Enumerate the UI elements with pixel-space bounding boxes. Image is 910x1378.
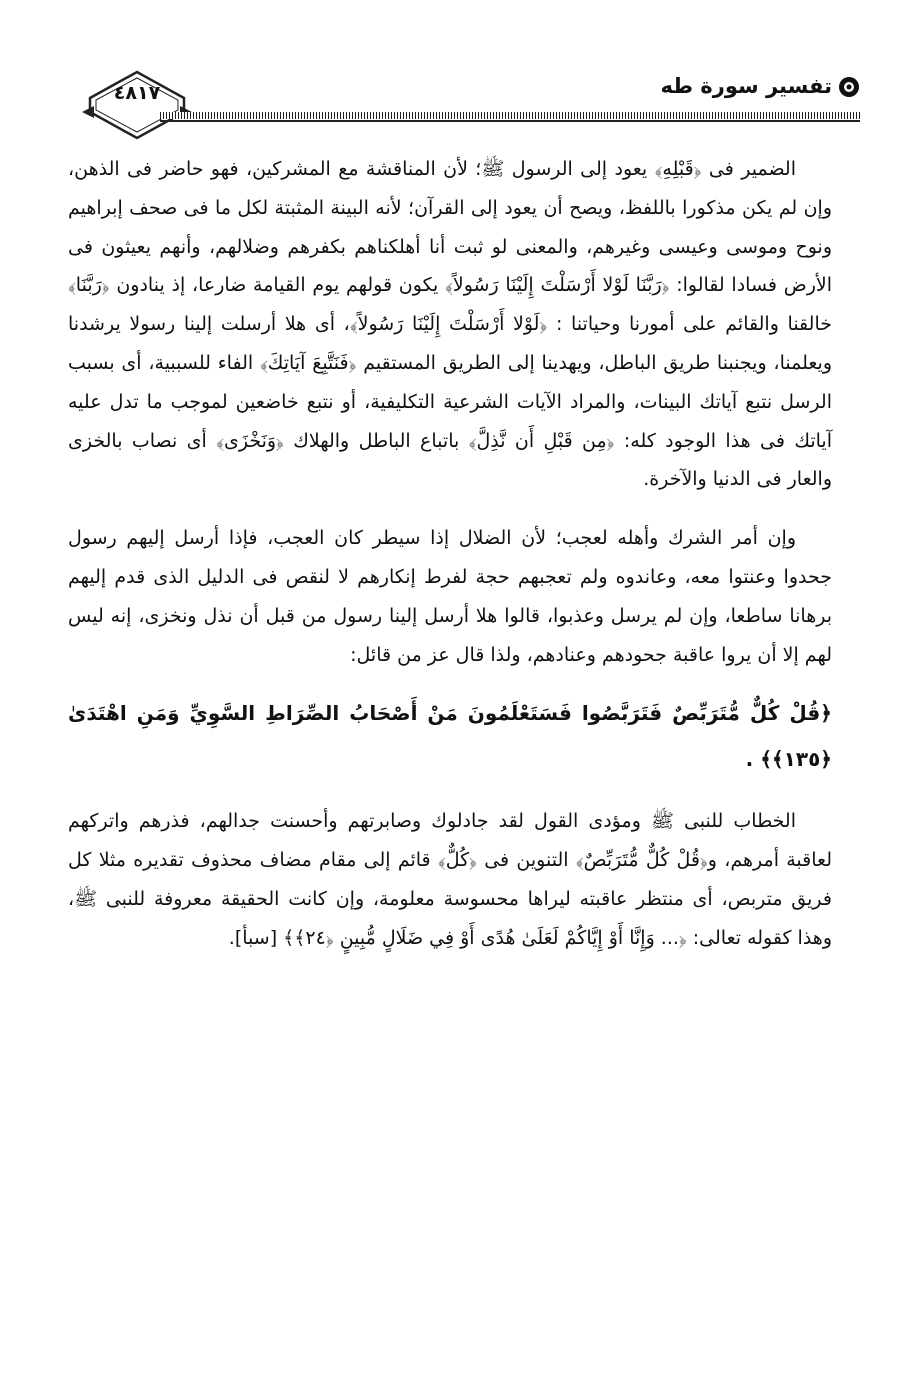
running-header-title: تفسير سورة طه xyxy=(660,74,832,98)
header-rule xyxy=(160,112,860,119)
page-header xyxy=(70,60,860,140)
paragraph-3: الخطاب للنبى ﷺ ومؤدى القول لقد جادلوك وصابرتهم وأحسنت جدالهم، فذرهم واتركهم لعاقبة أمرهم، و﴿قُلْ كُلٌّ مُّتَرَبِّصٌ﴾ التنوين فى ﴿كُلٌّ﴾ قائم إلى مقام مضاف محذوف تقديره مثلا كل فريق متربص، أى منتظر عاقبته ليراها محسوسة معلومة، وإن كانت الحقيقة معروفة للنبى ﷺ، وهذا كقوله تعالى: ﴿... وَإِنَّا أَوْ إِيَّاكُمْ لَعَلَىٰ هُدًى أَوْ فِي ضَلَالٍ مُّبِينٍ ﴿٢٤﴾﴾ [سبأ]. xyxy=(68,810,832,949)
header-ornament-icon xyxy=(838,76,860,98)
header-rule-line xyxy=(160,120,860,122)
quran-verse-135: ﴿قُلْ كُلٌّ مُّتَرَبِّصٌ فَتَرَبَّصُوا فَسَتَعْلَمُونَ مَنْ أَصْحَابُ الصِّرَاطِ السَّوِيِّ وَمَنِ اهْتَدَىٰ ﴿١٣٥﴾﴾ . xyxy=(68,701,832,772)
paragraph-2: وإن أمر الشرك وأهله لعجب؛ لأن الضلال إذا سيطر كان العجب، فإذا أرسل إليهم رسول جحدوا وعنتوا معه، وعاندوه ولم تعجبهم حجة لفرط إنكارهم لا لنقص فى الدليل الذى قدم إليهم برهانا ساطعا، وإن لم يرسل وعذبوا، قالوا هلا أرسل إلينا رسول من قبل أن نذل ونخزى، إنه ليس لهم إلا أن يروا عاقبة جحودهم وعنادهم، ولذا قال عز من قائل: xyxy=(68,527,832,666)
page-body xyxy=(68,150,832,958)
page-number-ornament xyxy=(82,68,192,142)
page-number: ٤٨١٧ xyxy=(113,82,161,104)
paragraph-1: الضمير فى ﴿قَبْلِهِ﴾ يعود إلى الرسول ﷺ؛ لأن المناقشة مع المشركين، فهو حاضر فى الذهن، وإن لم يكن مذكورا باللفظ، ويصح أن يعود إلى القرآن؛ لأنه البينة المثبتة لكل ما فى صحف إبراهيم ونوح وموسى وعيسى وغيرهم، والمعنى لو ثبت أنا أهلكناهم بكفرهم وضلالهم، وأنهم يعيثون فى الأرض فسادا لقالوا: ﴿رَبَّنَا لَوْلا أَرْسَلْتَ إِلَيْنَا رَسُولاً﴾ يكون قولهم يوم القيامة ضارعا، إذ ينادون ﴿رَبَّنَا﴾ خالقنا والقائم على أمورنا وحياتنا : ﴿لَوْلا أَرْسَلْتَ إِلَيْنَا رَسُولاً﴾، أى هلا أرسلت إلينا رسولا يرشدنا ويعلمنا، ويجنبنا طريق الباطل، ويهدينا إلى الطريق المستقيم ﴿فَنَتَّبِعَ آيَاتِكَ﴾ الفاء للسببية، أى بسبب الرسل نتبع آياتك البينات، والمراد الآيات الشرعية التكليفية، أو نتبع خاضعين لموجب ما تدل عليه آياتك فى هذا الوجود كله: ﴿مِن قَبْلِ أَن نَّذِلَّ﴾ باتباع الباطل والهلاك ﴿وَنَخْزَى﴾ أى نصاب بالخزى والعار فى الدنيا والآخرة. xyxy=(68,158,832,491)
